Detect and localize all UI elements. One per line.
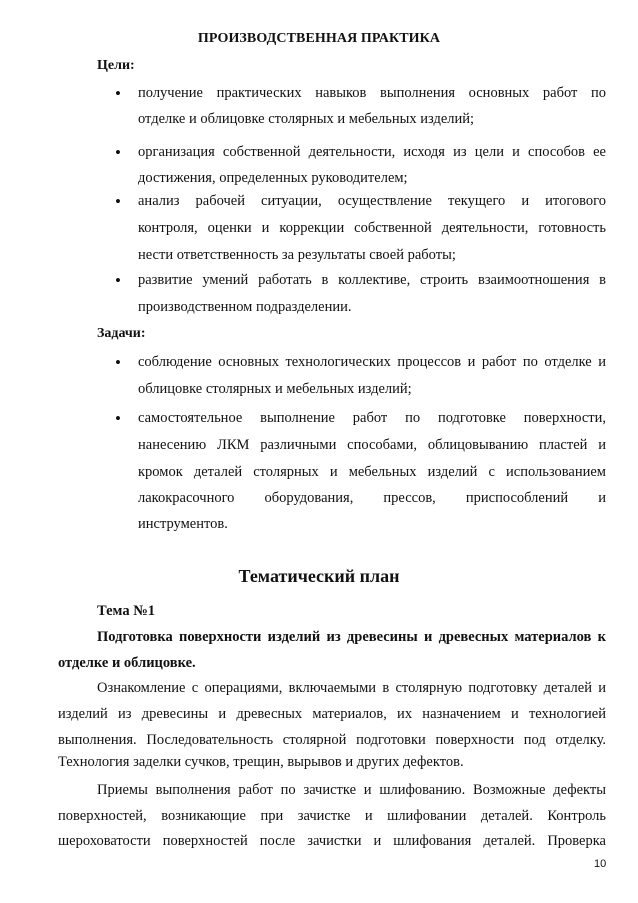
- section-title: Тематический план: [238, 566, 400, 586]
- tasks-heading: Задачи:: [97, 326, 146, 341]
- goal-1-line-2: отделке и облицовке столярных и мебельных изделий;: [138, 111, 475, 127]
- paragraph-1-line-3: выполнения. Последовательность столярной подготовки поверхности под отделку.: [58, 732, 606, 748]
- topic-label: Тема №1: [97, 603, 156, 619]
- bullet-icon: •: [115, 84, 121, 103]
- task-2-line-2: нанесению ЛКМ различными способами, облицовыванию пластей и: [138, 437, 606, 453]
- paragraph-2-line-2: поверхностей, возникающие при зачистке и шлифовании деталей. Контроль: [58, 808, 606, 824]
- task-2-line-1: самостоятельное выполнение работ по подготовке поверхности,: [138, 410, 606, 426]
- goal-3-line-3: нести ответственность за результаты своей работы;: [138, 247, 456, 263]
- paragraph-1-line-2: изделий из древесины и древесных материалов, их назначением и технологией: [58, 706, 606, 722]
- bullet-icon: •: [115, 192, 121, 211]
- goal-2-line-1: организация собственной деятельности, исходя из цели и способов ее: [138, 144, 606, 160]
- task-2-line-4: лакокрасочного оборудования, прессов, приспособлений и: [138, 490, 606, 506]
- paragraph-1-line-4: Технология заделки сучков, трещин, вырывов и других дефектов.: [58, 754, 464, 770]
- paragraph-2-line-1: Приемы выполнения работ по зачистке и шлифованию. Возможные дефекты: [97, 782, 606, 798]
- task-2-line-3: кромок деталей столярных и мебельных изделий с использованием: [138, 464, 606, 480]
- page-number: 10: [594, 858, 607, 870]
- goal-1-line-1: получение практических навыков выполнения основных работ по: [138, 85, 606, 101]
- goal-2-line-2: достижения, определенных руководителем;: [138, 170, 408, 186]
- task-2-line-5: инструментов.: [138, 516, 228, 532]
- paragraph-1-line-1: Ознакомление с операциями, включаемыми в столярную подготовку деталей и: [97, 680, 606, 696]
- task-1-line-2: облицовке столярных и мебельных изделий;: [138, 381, 412, 397]
- topic-title-line-1: Подготовка поверхности изделий из древесины и древесных материалов к: [97, 629, 606, 645]
- bullet-icon: •: [115, 143, 121, 162]
- bullet-icon: •: [115, 409, 121, 428]
- goals-heading: Цели:: [97, 58, 135, 73]
- goal-3-line-1: анализ рабочей ситуации, осуществление текущего и итогового: [138, 193, 606, 209]
- page-title: ПРОИЗВОДСТВЕННАЯ ПРАКТИКА: [197, 31, 441, 46]
- bullet-icon: •: [115, 271, 121, 290]
- goal-3-line-2: контроля, оценки и коррекции собственной деятельности, готовность: [138, 220, 606, 236]
- topic-title-line-2: отделке и облицовке.: [58, 655, 196, 671]
- goal-4-line-2: производственном подразделении.: [138, 299, 352, 315]
- bullet-icon: •: [115, 353, 121, 372]
- paragraph-2-line-3: шероховатости поверхностей после зачистки и шлифования деталей. Проверка: [58, 833, 606, 849]
- goal-4-line-1: развитие умений работать в коллективе, строить взаимоотношения в: [138, 272, 606, 288]
- task-1-line-1: соблюдение основных технологических процессов и работ по отделке и: [138, 354, 606, 370]
